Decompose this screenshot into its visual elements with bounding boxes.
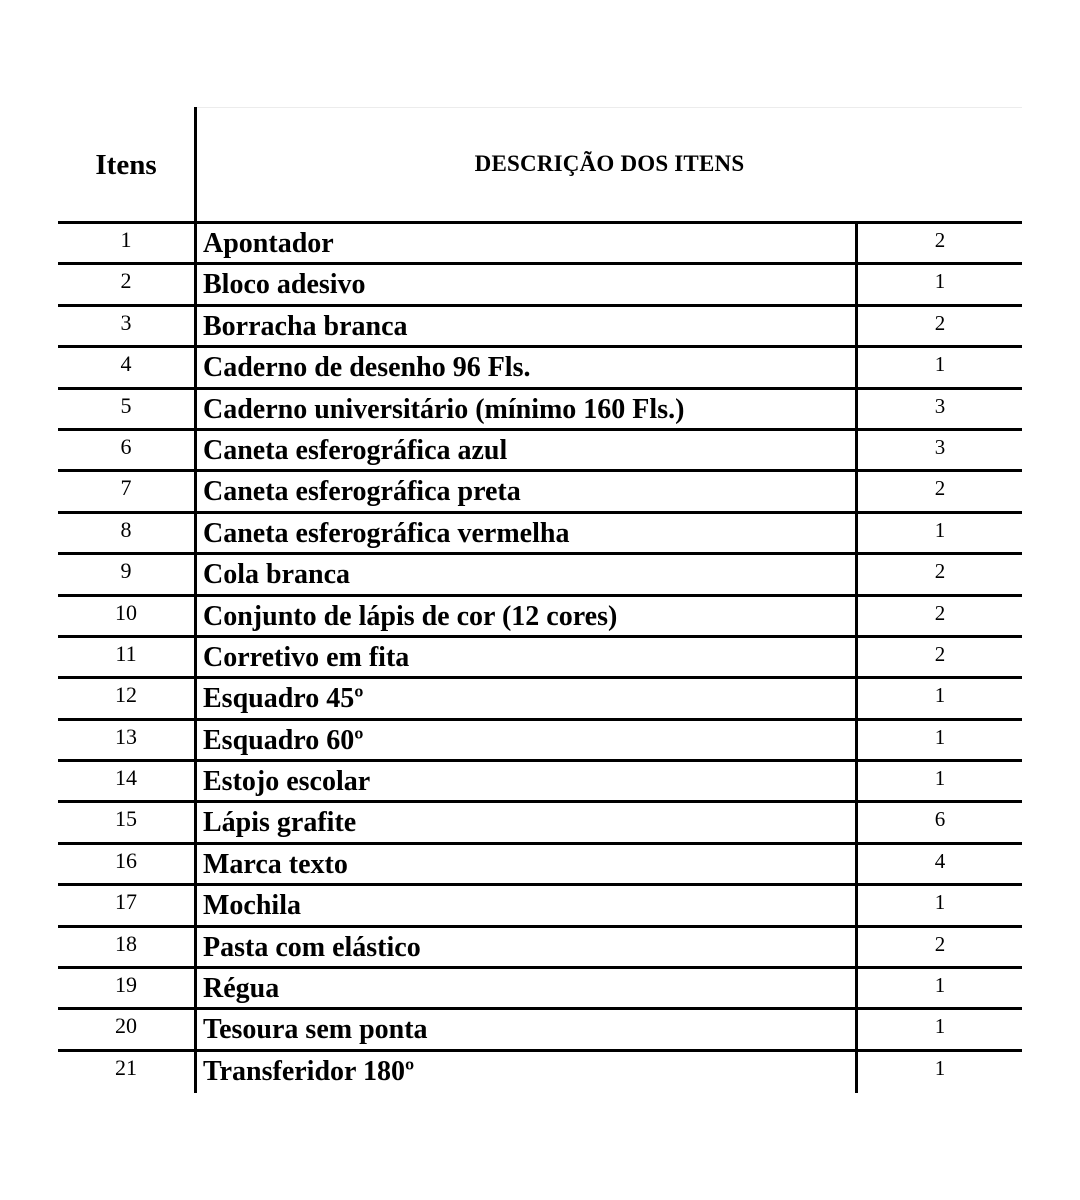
item-quantity: 6 [934, 807, 946, 832]
table-header [58, 107, 1022, 224]
item-quantity: 1 [934, 1055, 946, 1080]
item-quantity: 2 [934, 476, 946, 501]
table-row [58, 431, 1022, 472]
item-number: 1 [120, 227, 132, 252]
header-itens: Itens [95, 148, 157, 181]
table-row [58, 555, 1022, 596]
item-number: 6 [120, 433, 132, 459]
item-quantity: 2 [934, 641, 946, 666]
item-description: Caneta esferográfica azul [203, 434, 508, 466]
item-number: 20 [115, 1013, 137, 1039]
item-description: Lápis grafite [203, 807, 357, 839]
table-body [58, 224, 1022, 1093]
table-row [58, 390, 1022, 431]
item-number: 9 [120, 558, 132, 584]
item-quantity: 2 [934, 600, 946, 625]
item-number: 10 [115, 599, 137, 625]
item-quantity: 1 [934, 973, 946, 998]
table-row [58, 514, 1022, 555]
item-description: Esquadro 60º [203, 724, 364, 756]
column-divider [194, 265, 197, 303]
item-number: 18 [115, 930, 137, 956]
column-divider [194, 224, 197, 262]
item-number: 15 [115, 806, 137, 832]
item-quantity: 1 [934, 890, 946, 915]
table-row [58, 721, 1022, 762]
item-description: Caderno de desenho 96 Fls. [203, 352, 531, 384]
item-description: Mochila [203, 890, 301, 922]
item-description: Esquadro 45º [203, 683, 364, 715]
item-number: 14 [115, 765, 137, 791]
item-number: 11 [115, 640, 137, 666]
column-divider [194, 348, 197, 386]
item-quantity: 1 [934, 517, 946, 542]
table-row [58, 1052, 1022, 1093]
item-description: Transferidor 180º [203, 1055, 415, 1087]
table-row [58, 348, 1022, 389]
item-quantity: 1 [934, 766, 946, 791]
table-row [58, 969, 1022, 1010]
item-quantity: 3 [934, 393, 946, 418]
item-description: Cola branca [203, 559, 350, 591]
item-number: 17 [115, 889, 137, 915]
item-quantity: 1 [934, 683, 946, 708]
item-quantity: 4 [934, 848, 946, 873]
item-number: 12 [115, 682, 137, 708]
column-divider [194, 845, 197, 883]
item-number: 5 [120, 392, 132, 418]
table-row [58, 307, 1022, 348]
item-number: 2 [120, 268, 132, 294]
table-row [58, 638, 1022, 679]
item-number: 7 [120, 475, 132, 501]
item-description: Apontador [203, 228, 334, 259]
item-number: 4 [120, 351, 132, 377]
item-number: 16 [115, 847, 137, 873]
item-description: Conjunto de lápis de cor (12 cores) [203, 600, 618, 632]
column-divider [194, 721, 197, 759]
item-number: 13 [115, 723, 137, 749]
column-divider [194, 514, 197, 552]
supply-list-table [58, 107, 1022, 1092]
item-quantity: 1 [934, 724, 946, 749]
item-description: Régua [203, 973, 280, 1005]
table-row [58, 762, 1022, 803]
item-number: 3 [120, 309, 132, 335]
column-divider [194, 928, 197, 966]
item-description: Corretivo em fita [203, 641, 410, 673]
column-divider [194, 307, 197, 345]
item-number: 8 [120, 516, 132, 542]
item-quantity: 1 [934, 352, 946, 377]
column-divider [194, 803, 197, 841]
column-divider [194, 969, 197, 1007]
table-row [58, 224, 1022, 265]
table-row [58, 472, 1022, 513]
column-divider [194, 762, 197, 800]
table-row [58, 1010, 1022, 1051]
table-row [58, 597, 1022, 638]
item-quantity: 2 [934, 931, 946, 956]
column-divider [194, 431, 197, 469]
column-divider [194, 597, 197, 635]
column-divider [194, 1010, 197, 1048]
column-divider [194, 555, 197, 593]
column-divider [194, 679, 197, 717]
item-quantity: 2 [934, 559, 946, 584]
item-quantity: 3 [934, 434, 946, 459]
item-description: Caderno universitário (mínimo 160 Fls.) [203, 393, 685, 425]
item-quantity: 1 [934, 1014, 946, 1039]
column-divider [194, 390, 197, 428]
item-description: Caneta esferográfica preta [203, 476, 521, 508]
column-divider [194, 638, 197, 676]
item-number: 21 [115, 1054, 137, 1080]
item-quantity: 1 [934, 269, 946, 294]
item-description: Caneta esferográfica vermelha [203, 517, 570, 549]
table-row [58, 265, 1022, 306]
item-description: Bloco adesivo [203, 269, 366, 301]
item-description: Borracha branca [203, 310, 408, 342]
item-description: Pasta com elástico [203, 931, 421, 963]
header-descricao: DESCRIÇÃO DOS ITENS [474, 151, 745, 176]
table-row [58, 928, 1022, 969]
item-number: 19 [115, 972, 137, 998]
column-divider [194, 472, 197, 510]
column-divider [194, 1052, 197, 1093]
item-description: Marca texto [203, 848, 348, 880]
table-row [58, 886, 1022, 927]
item-description: Tesoura sem ponta [203, 1014, 428, 1046]
item-quantity: 2 [934, 310, 946, 335]
table-row [58, 803, 1022, 844]
item-quantity: 2 [934, 228, 946, 252]
table-row [58, 845, 1022, 886]
table-row [58, 679, 1022, 720]
item-description: Estojo escolar [203, 766, 371, 798]
column-divider [194, 886, 197, 924]
